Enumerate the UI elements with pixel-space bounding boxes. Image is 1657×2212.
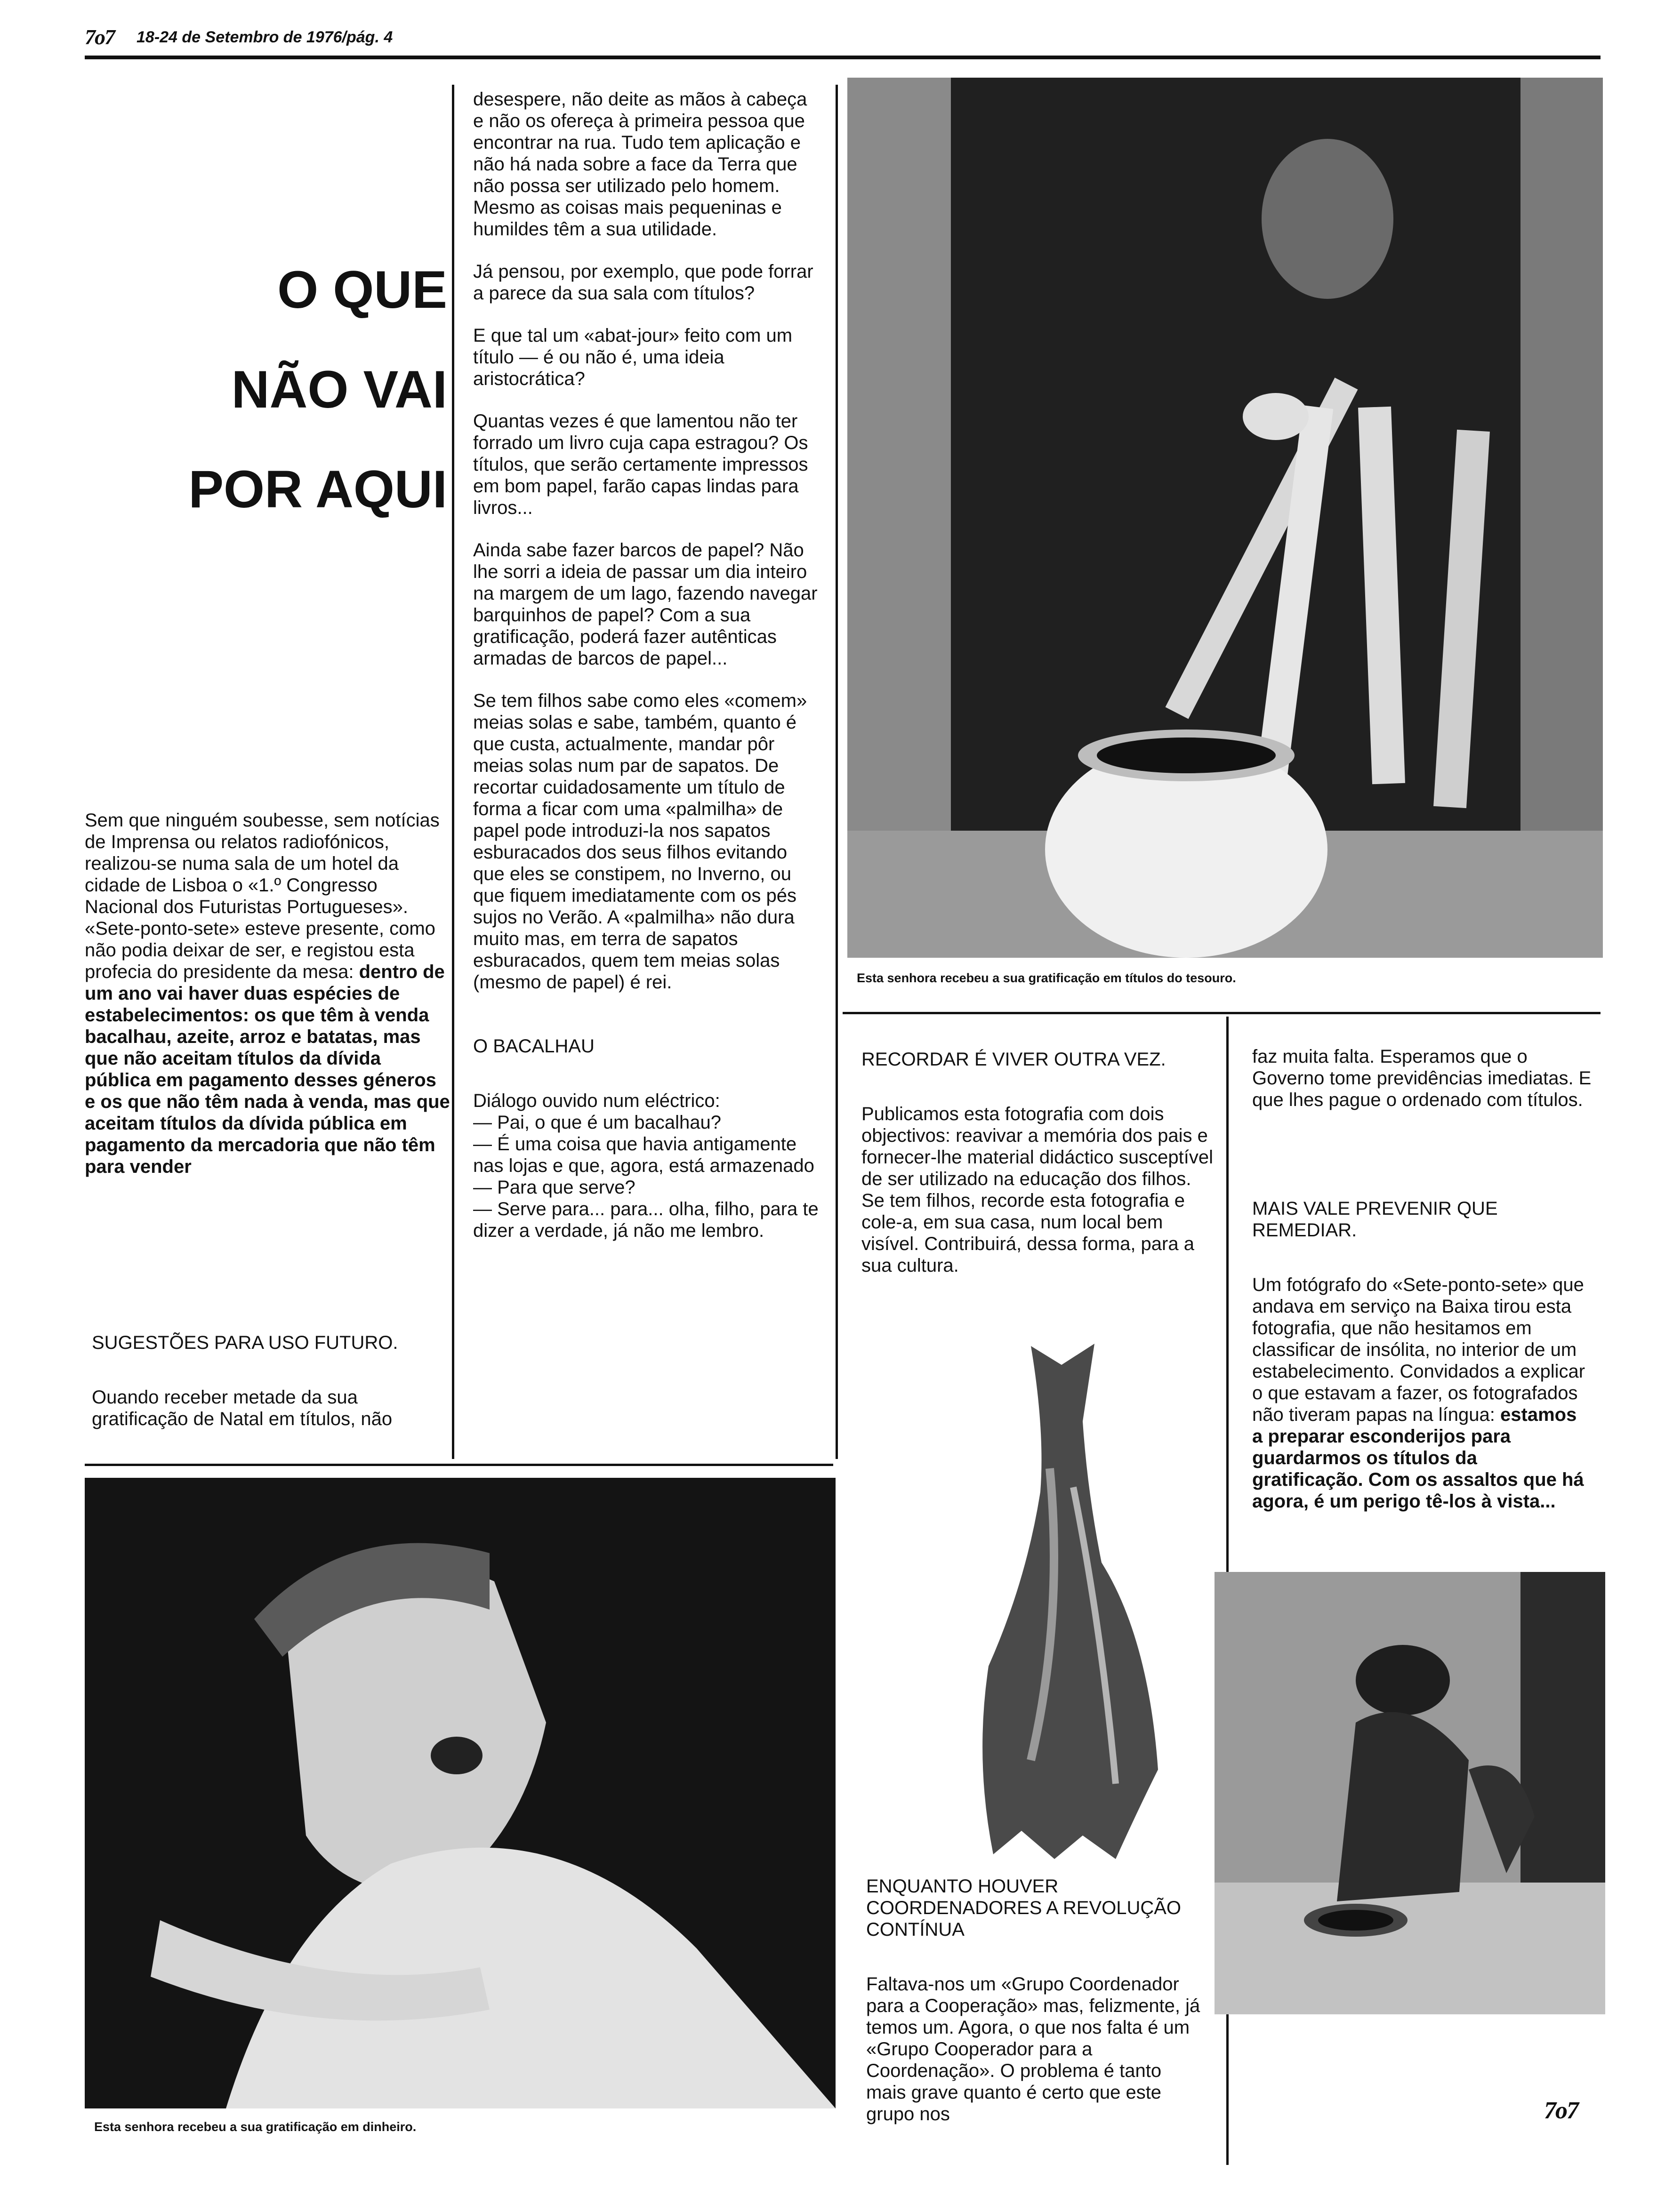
recordar-column [861, 1049, 1219, 1297]
sugestoes-paragraph-5: Ainda sabe fazer barcos de papel? Não lhe sorri a ideia de passar um dia inteiro na margem de um lago, fazendo navegar barquinhos de papel? Com a sua gratificação, poderá fazer autênticas armadas de barcos de papel... [473, 540, 818, 669]
title-line-1: O QUE [277, 260, 447, 319]
issue-date-page: 18-24 de Setembro de 1976/pág. 4 [137, 28, 393, 46]
skeleton-caption: Esta senhora recebeu a sua gratificação em títulos do tesouro. [857, 971, 1236, 985]
coordenadores-heading: ENQUANTO HOUVER COORDENADORES A REVOLUÇÃO CONTÍNUA [866, 1876, 1182, 1940]
bottom-left-rule [85, 1464, 833, 1466]
coordenadores-paragraph: Faltava-nos um «Grupo Coordenador para a Cooperação» mas, felizmente, já temos um. Agora, o que nos falta é um «Grupo Cooperador para a Coordenação». O problema é tanto mais grave quanto é certo que este grupo nos [866, 1974, 1200, 2124]
skeleton-photo [847, 78, 1603, 958]
woman-photo [85, 1478, 836, 2108]
intro-column [85, 809, 452, 1198]
sugestoes-paragraph-0: Ouando receber metade da sua gratificação de Natal em títulos, não [92, 1387, 393, 1429]
footer-logo: 7o7 [1544, 2097, 1578, 2124]
hiding-illustration [1215, 1572, 1605, 2014]
header-rule [85, 56, 1601, 59]
column-rule-1 [452, 85, 454, 1459]
bacalhau-dialogue: Diálogo ouvido num eléctrico: — Pai, o que é um bacalhau? — É uma coisa que havia antigamente nas lojas e que, agora, está armazenado — Para que serve? — Serve para... para... olha, filho, para te dizer a verdade, já não me lembro. [473, 1090, 819, 1241]
sugestoes-heading: SUGESTÕES PARA USO FUTURO. [92, 1332, 398, 1353]
codfish-illustration [960, 1337, 1163, 1864]
article-title [85, 260, 447, 519]
masthead-logo: 7o7 [85, 25, 114, 49]
title-line-2: NÃO VAI [231, 360, 447, 419]
sugestoes-paragraph-1: desespere, não deite as mãos à cabeça e não os ofereça à primeira pessoa que encontrar na rua. Tudo tem aplicação e não há nada sobre a face da Terra que não possa ser utilizado pelo homem. Mesmo as coisas mais pequeninas e humildes têm a sua utilidade. [473, 89, 807, 240]
sugestoes-paragraph-4: Quantas vezes é que lamentou não ter forrado um livro cuja capa estragou? Os títulos, que serão certamente impressos em bom papel, farão capas lindas para livros... [473, 411, 808, 518]
sugestoes-continued [473, 88, 821, 1242]
sugestoes-paragraph-2: Já pensou, por exemplo, que pode forrar a parece da sua sala com títulos? [473, 261, 813, 304]
intro-paragraph: Sem que ninguém soubesse, sem notícias de Imprensa ou relatos radiofónicos, realizou-se numa sala de um hotel da cidade de Lisboa o «1.º Congresso Nacional dos Futuristas Portugueses». «Sete-ponto-sete» esteve presente, como não podia deixar de ser, e registou esta profecia do presidente da mesa: dentro de um ano vai haver duas espécies de estabelecimentos: os que têm à venda bacalhau, azeite, arroz e batatas, mas que não aceitam títulos da dívida pública em pagamento desses géneros e os que não têm nada à venda, mas que aceitam títulos da dívida pública em pagamento da mercadoria que não têm para vender [85, 810, 450, 1177]
bacalhau-heading: O BACALHAU [473, 1036, 595, 1057]
prevenir-column [1252, 1198, 1591, 1533]
sugestoes-paragraph-6: Se tem filhos sabe como eles «comem» meias solas e sabe, também, quanto é que custa, actualmente, mandar pôr meias solas num par de sapatos. De recortar cuidadosamente um título de forma a ficar com uma «palmilha» de papel pode introduzi-la nos sapatos esburacados dos seus filhos evitando que eles se constipem, no Inverno, ou que fiquem imediatamente com os pés sujos no Verão. A «palmilha» não dura muito mas, em terra de sapatos esburacados, quem tem meias solas (mesmo de papel) é rei. [473, 690, 807, 993]
right-section-rule [843, 1012, 1601, 1014]
coordenadores-paragraph-cont: faz muita falta. Esperamos que o Governo tome previdências imediatas. E que lhes pague o ordenado com títulos. [1252, 1046, 1592, 1110]
woman-illustration [85, 1478, 836, 2108]
page-header [85, 24, 1601, 53]
recordar-heading: RECORDAR É VIVER OUTRA VEZ. [861, 1049, 1166, 1070]
coordenadores-column [866, 1875, 1205, 2146]
title-line-3: POR AQUI [188, 460, 447, 519]
column-rule-2 [836, 85, 838, 1459]
prevenir-heading: MAIS VALE PREVENIR QUE REMEDIAR. [1252, 1198, 1498, 1241]
woman-caption: Esta senhora recebeu a sua gratificação em dinheiro. [94, 2120, 417, 2134]
sugestoes-start [92, 1332, 450, 1451]
sugestoes-paragraph-3: E que tal um «abat-jour» feito com um título — é ou não é, uma ideia aristocrática? [473, 325, 793, 389]
hiding-photo [1215, 1572, 1605, 2014]
skeleton-illustration [847, 78, 1603, 958]
prevenir-paragraph: Um fotógrafo do «Sete-ponto-sete» que andava em serviço na Baixa tirou esta fotografia, que não hesitamos em classificar de insólita, no interior de um estabelecimento. Convidados a explicar o que estavam a fazer, os fotografados não tiveram papas na língua: estamos a preparar esconderijos para guardarmos os títulos da gratificação. Com os assaltos que há agora, é um perigo tê-los à vista... [1252, 1274, 1585, 1512]
bacalhau-photo [960, 1337, 1163, 1864]
recordar-paragraph: Publicamos esta fotografia com dois objectivos: reavivar a memória dos pais e fornecer-lhe material didáctico susceptível de ser utilizado na educação dos filhos. Se tem filhos, recorde esta fotografia e cole-a, em sua casa, num local bem visível. Contribuirá, dessa forma, para a sua cultura. [861, 1104, 1214, 1276]
coordenadores-continued [1252, 1046, 1601, 1131]
